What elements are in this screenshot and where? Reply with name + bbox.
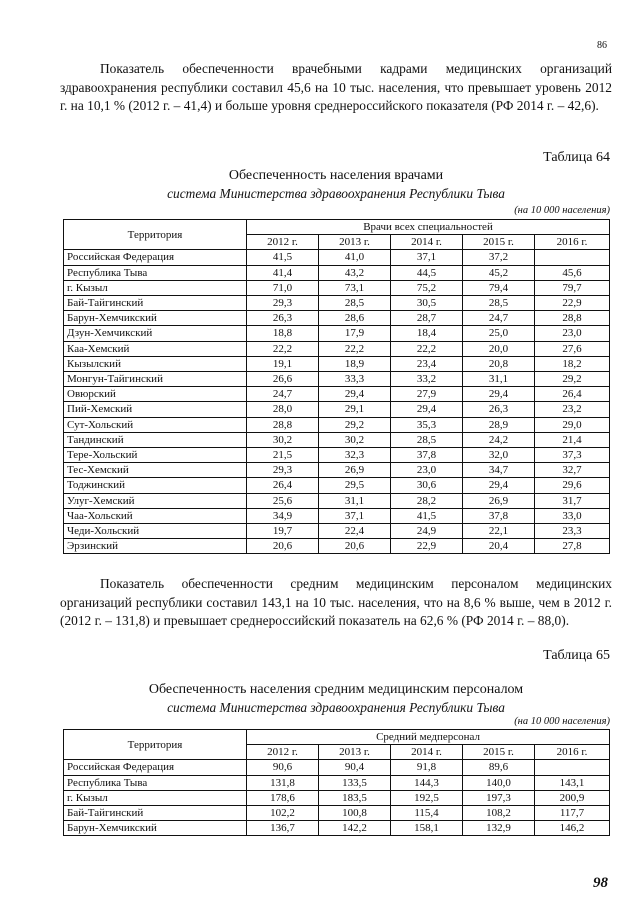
value-cell: 91,8 [391,760,463,775]
value-cell: 41,0 [319,250,391,265]
territory-cell: Улуг-Хемский [64,493,247,508]
value-cell: 30,2 [247,432,319,447]
territory-cell: Тес-Хемский [64,463,247,478]
territory-cell: Тоджинский [64,478,247,493]
value-cell: 24,9 [391,524,463,539]
table-row [64,760,610,775]
value-cell: 90,4 [319,760,391,775]
year-header: 2013 г. [319,745,391,760]
territory-cell: Барун-Хемчикский [64,821,247,836]
value-cell: 41,5 [391,508,463,523]
value-cell: 29,6 [535,478,610,493]
value-cell: 90,6 [247,760,319,775]
value-cell: 29,1 [319,402,391,417]
value-cell: 37,8 [463,508,535,523]
table-65-label: Таблица 65 [543,648,610,663]
value-cell: 131,8 [247,775,319,790]
value-cell: 136,7 [247,821,319,836]
territory-cell: Республика Тыва [64,775,247,790]
value-cell [535,760,610,775]
value-cell: 28,7 [391,311,463,326]
value-cell: 20,4 [463,539,535,554]
value-cell: 26,3 [463,402,535,417]
territory-cell: Тере-Хольский [64,448,247,463]
value-cell: 33,3 [319,372,391,387]
value-cell: 19,1 [247,356,319,371]
value-cell: 28,6 [319,311,391,326]
value-cell: 25,0 [463,326,535,341]
value-cell: 29,4 [463,478,535,493]
value-cell: 29,2 [535,372,610,387]
value-cell: 28,9 [463,417,535,432]
value-cell: 27,8 [535,539,610,554]
table-row [64,524,610,539]
territory-cell: Чаа-Хольский [64,508,247,523]
value-cell: 140,0 [463,775,535,790]
table-row [64,775,610,790]
value-cell: 35,3 [391,417,463,432]
value-cell: 30,6 [391,478,463,493]
value-cell [535,250,610,265]
table-row [64,356,610,371]
value-cell: 22,9 [535,296,610,311]
value-cell: 37,1 [391,250,463,265]
value-cell: 27,9 [391,387,463,402]
value-cell: 45,6 [535,265,610,280]
year-header: 2015 г. [463,235,535,250]
territory-cell: Овюрский [64,387,247,402]
value-cell: 32,0 [463,448,535,463]
value-cell: 22,4 [319,524,391,539]
paragraph-physicians: Показатель обеспеченности врачебными кадрами медицинских организаций здравоохранения республики составил 45,6 на 10 тыс. населения, что превышает уровень 2012 г. на 10,1 % (2012 г. – 41,4) и больше уровня среднероссийского показателя (РФ 2014 г. – 42,6). [60,61,612,114]
value-cell: 41,4 [247,265,319,280]
table-65-subtitle: система Министерства здравоохранения Республики Тыва [167,700,505,715]
value-cell: 41,5 [247,250,319,265]
value-cell: 28,5 [463,296,535,311]
value-cell: 20,6 [319,539,391,554]
value-cell: 28,8 [247,417,319,432]
value-cell: 25,6 [247,493,319,508]
territory-cell: г. Кызыл [64,790,247,805]
handwritten-page-mark: 98 [593,875,608,891]
value-cell: 22,2 [391,341,463,356]
value-cell: 37,8 [391,448,463,463]
value-cell: 45,2 [463,265,535,280]
value-cell: 108,2 [463,806,535,821]
page-number: 86 [597,40,607,51]
value-cell: 34,9 [247,508,319,523]
year-header: 2012 г. [247,745,319,760]
table-64 [63,219,610,554]
value-cell: 31,1 [463,372,535,387]
value-cell: 71,0 [247,280,319,295]
value-cell: 28,2 [391,493,463,508]
year-header: 2016 г. [535,745,610,760]
value-cell: 89,6 [463,760,535,775]
value-cell: 44,5 [391,265,463,280]
value-cell: 197,3 [463,790,535,805]
table-65 [63,729,610,836]
value-cell: 37,1 [319,508,391,523]
territory-cell: г. Кызыл [64,280,247,295]
territory-cell: Российская Федерация [64,250,247,265]
value-cell: 22,2 [247,341,319,356]
territory-cell: Бай-Тайгинский [64,806,247,821]
value-cell: 132,9 [463,821,535,836]
value-cell: 33,0 [535,508,610,523]
territory-cell: Чеди-Хольский [64,524,247,539]
value-cell: 24,7 [247,387,319,402]
value-cell: 29,4 [463,387,535,402]
group-header: Врачи всех специальностей [247,220,610,235]
value-cell: 20,8 [463,356,535,371]
value-cell: 28,5 [319,296,391,311]
value-cell: 32,7 [535,463,610,478]
table-64-label: Таблица 64 [543,150,610,165]
value-cell: 18,9 [319,356,391,371]
table-row [64,478,610,493]
value-cell: 20,6 [247,539,319,554]
table-row [64,372,610,387]
territory-cell: Монгун-Тайгинский [64,372,247,387]
value-cell: 18,2 [535,356,610,371]
value-cell: 102,2 [247,806,319,821]
table-row [64,790,610,805]
table-row [64,387,610,402]
value-cell: 29,2 [319,417,391,432]
value-cell: 22,2 [319,341,391,356]
value-cell: 30,5 [391,296,463,311]
value-cell: 22,1 [463,524,535,539]
value-cell: 117,7 [535,806,610,821]
territory-cell: Российская Федерация [64,760,247,775]
table-row [64,296,610,311]
value-cell: 21,4 [535,432,610,447]
value-cell: 43,2 [319,265,391,280]
territory-cell: Бай-Тайгинский [64,296,247,311]
territory-cell: Эрзинский [64,539,247,554]
value-cell: 26,4 [247,478,319,493]
value-cell: 192,5 [391,790,463,805]
value-cell: 100,8 [319,806,391,821]
value-cell: 158,1 [391,821,463,836]
table-row [64,508,610,523]
table-row [64,250,610,265]
territory-cell: Тандинский [64,432,247,447]
year-header: 2012 г. [247,235,319,250]
value-cell: 19,7 [247,524,319,539]
territory-cell: Республика Тыва [64,265,247,280]
value-cell: 29,3 [247,463,319,478]
year-header: 2014 г. [391,235,463,250]
value-cell: 183,5 [319,790,391,805]
territory-header: Территория [64,730,247,760]
value-cell: 146,2 [535,821,610,836]
territory-cell: Пий-Хемский [64,402,247,417]
territory-cell: Дзун-Хемчикский [64,326,247,341]
table-row [64,493,610,508]
value-cell: 26,9 [463,493,535,508]
territory-header: Территория [64,220,247,250]
value-cell: 29,4 [391,402,463,417]
value-cell: 28,0 [247,402,319,417]
table-65-title: Обеспеченность населения средним медицинским персоналом [148,682,524,697]
value-cell: 27,6 [535,341,610,356]
value-cell: 21,5 [247,448,319,463]
value-cell: 23,0 [391,463,463,478]
value-cell: 29,0 [535,417,610,432]
value-cell: 75,2 [391,280,463,295]
year-header: 2016 г. [535,235,610,250]
territory-cell: Барун-Хемчикский [64,311,247,326]
value-cell: 23,3 [535,524,610,539]
table-64-subtitle: система Министерства здравоохранения Республики Тыва [167,186,505,201]
value-cell: 26,6 [247,372,319,387]
value-cell: 31,7 [535,493,610,508]
table-row [64,341,610,356]
table-64-unit: (на 10 000 населения) [514,205,610,216]
value-cell: 28,5 [391,432,463,447]
value-cell: 22,9 [391,539,463,554]
table-row [64,448,610,463]
value-cell: 133,5 [319,775,391,790]
value-cell: 29,3 [247,296,319,311]
table-row [64,806,610,821]
value-cell: 18,4 [391,326,463,341]
value-cell: 26,4 [535,387,610,402]
value-cell: 37,2 [463,250,535,265]
value-cell: 23,2 [535,402,610,417]
value-cell: 79,7 [535,280,610,295]
group-header: Средний медперсонал [247,730,610,745]
value-cell: 142,2 [319,821,391,836]
value-cell: 17,9 [319,326,391,341]
territory-cell: Кызылский [64,356,247,371]
value-cell: 37,3 [535,448,610,463]
table-row [64,280,610,295]
value-cell: 31,1 [319,493,391,508]
year-header: 2015 г. [463,745,535,760]
value-cell: 34,7 [463,463,535,478]
value-cell: 200,9 [535,790,610,805]
table-row [64,417,610,432]
year-header: 2014 г. [391,745,463,760]
value-cell: 33,2 [391,372,463,387]
table-64-title: Обеспеченность населения врачами [228,168,444,183]
value-cell: 73,1 [319,280,391,295]
table-row [64,821,610,836]
table-row [64,265,610,280]
year-header: 2013 г. [319,235,391,250]
table-row [64,463,610,478]
value-cell: 20,0 [463,341,535,356]
value-cell: 29,4 [319,387,391,402]
territory-cell: Сут-Хольский [64,417,247,432]
value-cell: 26,3 [247,311,319,326]
value-cell: 32,3 [319,448,391,463]
value-cell: 18,8 [247,326,319,341]
table-row [64,432,610,447]
territory-cell: Каа-Хемский [64,341,247,356]
value-cell: 115,4 [391,806,463,821]
value-cell: 79,4 [463,280,535,295]
table-row [64,402,610,417]
table-row [64,311,610,326]
value-cell: 23,0 [535,326,610,341]
table-65-unit: (на 10 000 населения) [514,716,610,727]
value-cell: 24,7 [463,311,535,326]
value-cell: 26,9 [319,463,391,478]
table-row [64,539,610,554]
value-cell: 178,6 [247,790,319,805]
value-cell: 23,4 [391,356,463,371]
value-cell: 24,2 [463,432,535,447]
value-cell: 144,3 [391,775,463,790]
paragraph-nurses: Показатель обеспеченности средним медицинским персоналом медицинских организаций республики составил 143,1 на 10 тыс. населения, что на 8,6 % выше, чем в 2012 г. (2012 г. – 131,8) и превышает среднероссийский показатель на 62,6 % (РФ 2014 г. – 88,0). [60,576,612,629]
value-cell: 28,8 [535,311,610,326]
value-cell: 143,1 [535,775,610,790]
table-row [64,326,610,341]
value-cell: 29,5 [319,478,391,493]
value-cell: 30,2 [319,432,391,447]
